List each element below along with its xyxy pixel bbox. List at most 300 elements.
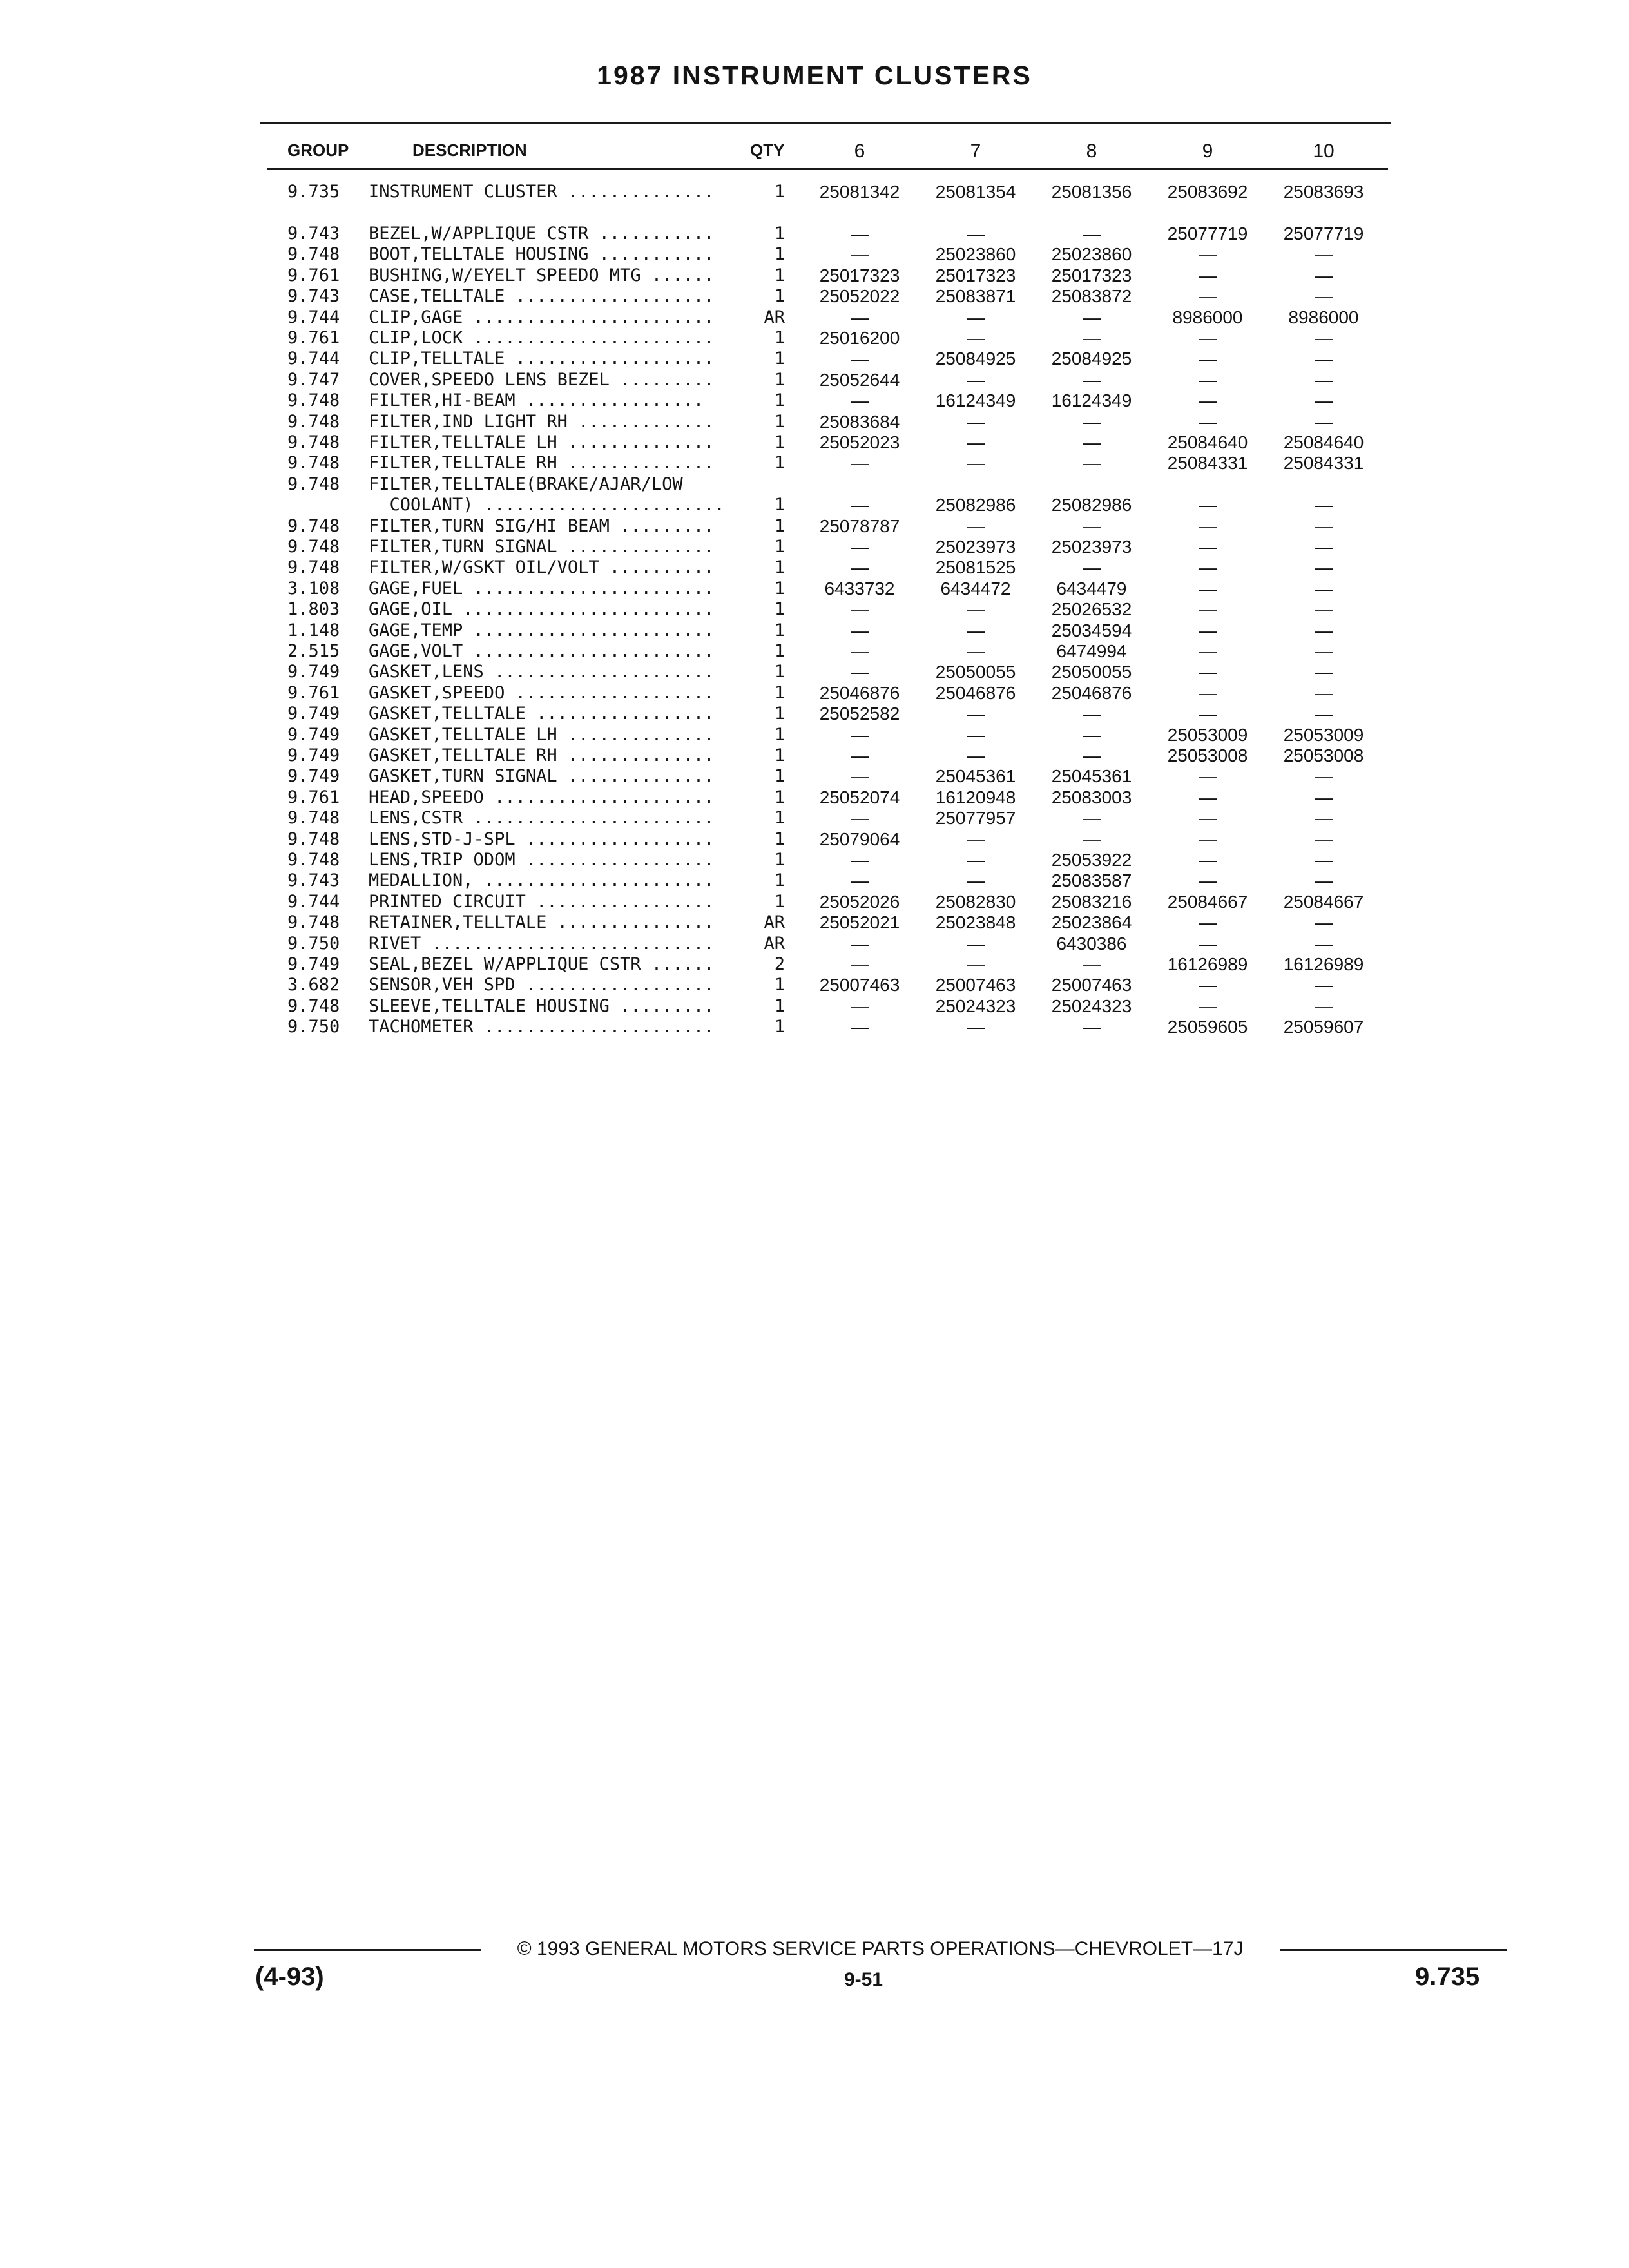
row-col-6: — bbox=[851, 557, 869, 578]
row-col-7: — bbox=[967, 1017, 985, 1037]
row-col-8: 25053922 bbox=[1051, 850, 1132, 870]
row-group: 9.750 bbox=[287, 933, 340, 954]
row-col-6: 25007463 bbox=[819, 975, 900, 995]
footer-rule-right bbox=[1280, 1949, 1507, 1951]
row-col-6: 25046876 bbox=[819, 682, 900, 703]
row-col-6: — bbox=[851, 995, 869, 1016]
row-col-9: — bbox=[1199, 599, 1217, 620]
row-col-10: 8986000 bbox=[1288, 307, 1359, 327]
row-group: 9.749 bbox=[287, 724, 340, 745]
row-col-7: — bbox=[967, 641, 985, 661]
row-group: 9.748 bbox=[287, 244, 340, 265]
row-qty: 1 bbox=[774, 641, 785, 661]
row-col-8: 25017323 bbox=[1051, 265, 1132, 285]
row-col-9: — bbox=[1199, 537, 1217, 557]
row-col-9: — bbox=[1199, 390, 1217, 411]
row-col-9: — bbox=[1199, 787, 1217, 807]
row-col-10: — bbox=[1315, 328, 1333, 348]
header-col-9: 9 bbox=[1202, 140, 1213, 162]
row-col-8: — bbox=[1083, 432, 1101, 452]
row-qty: 1 bbox=[774, 432, 785, 452]
row-description: CASE,TELLTALE ................... bbox=[369, 286, 715, 307]
row-col-7: — bbox=[967, 933, 985, 954]
row-col-10: — bbox=[1315, 286, 1333, 307]
row-col-8: 6474994 bbox=[1056, 641, 1127, 661]
row-col-8: — bbox=[1083, 369, 1101, 390]
row-col-9: 25077719 bbox=[1167, 224, 1248, 244]
row-col-8: — bbox=[1083, 724, 1101, 745]
row-col-7: — bbox=[967, 432, 985, 452]
row-col-6: 25052023 bbox=[819, 432, 900, 452]
row-col-8: — bbox=[1083, 704, 1101, 724]
row-col-10: — bbox=[1315, 850, 1333, 870]
row-qty: AR bbox=[764, 933, 785, 954]
row-col-9: — bbox=[1199, 704, 1217, 724]
row-description: FILTER,W/GSKT OIL/VOLT .......... bbox=[369, 557, 715, 578]
row-qty: 2 bbox=[774, 954, 785, 974]
row-col-8: 6430386 bbox=[1056, 933, 1127, 954]
row-col-9: — bbox=[1199, 328, 1217, 348]
row-col-7: 25083871 bbox=[935, 286, 1016, 307]
row-col-8: — bbox=[1083, 1017, 1101, 1037]
row-col-6: 25017323 bbox=[819, 265, 900, 285]
row-col-8: 6434479 bbox=[1056, 578, 1127, 599]
row-col-9: — bbox=[1199, 870, 1217, 891]
row-col-8: — bbox=[1083, 557, 1101, 578]
row-col-8: 25045361 bbox=[1051, 766, 1132, 787]
row-col-9: — bbox=[1199, 620, 1217, 640]
row-qty: 1 bbox=[774, 745, 785, 765]
row-group: 9.743 bbox=[287, 870, 340, 891]
row-group: 3.108 bbox=[287, 578, 340, 599]
row-group: 9.744 bbox=[287, 349, 340, 369]
row-col-7: — bbox=[967, 224, 985, 244]
row-col-8: 25082986 bbox=[1051, 495, 1132, 515]
row-col-6: — bbox=[851, 453, 869, 474]
row-col-9: 25059605 bbox=[1167, 1017, 1248, 1037]
row-description: INSTRUMENT CLUSTER .............. bbox=[369, 182, 715, 202]
row-col-6: — bbox=[851, 641, 869, 661]
row-col-10: — bbox=[1315, 537, 1333, 557]
row-group: 9.748 bbox=[287, 995, 340, 1016]
row-col-10: — bbox=[1315, 787, 1333, 807]
row-description: GASKET,SPEEDO ................... bbox=[369, 682, 715, 703]
row-col-9: — bbox=[1199, 641, 1217, 661]
row-qty: AR bbox=[764, 912, 785, 933]
row-col-10: 25084331 bbox=[1283, 453, 1364, 474]
row-col-7: 25023973 bbox=[935, 537, 1016, 557]
row-col-7: 25017323 bbox=[935, 265, 1016, 285]
row-col-8: 25034594 bbox=[1051, 620, 1132, 640]
row-col-6: — bbox=[851, 537, 869, 557]
header-group: GROUP bbox=[287, 140, 349, 160]
row-group: 9.748 bbox=[287, 453, 340, 474]
row-col-6: — bbox=[851, 224, 869, 244]
row-col-6: — bbox=[851, 599, 869, 620]
row-qty: 1 bbox=[774, 369, 785, 390]
row-description: GASKET,TELLTALE ................. bbox=[369, 704, 715, 724]
row-col-10: — bbox=[1315, 495, 1333, 515]
row-col-6: — bbox=[851, 724, 869, 745]
row-qty: 1 bbox=[774, 411, 785, 432]
row-description: FILTER,HI-BEAM ................. bbox=[369, 390, 704, 411]
row-description: COVER,SPEEDO LENS BEZEL ......... bbox=[369, 369, 715, 390]
row-qty: 1 bbox=[774, 453, 785, 474]
row-col-10: — bbox=[1315, 829, 1333, 849]
row-col-10: — bbox=[1315, 390, 1333, 411]
row-col-9: 25084640 bbox=[1167, 432, 1248, 452]
row-group: 9.749 bbox=[287, 662, 340, 682]
page-title: 1987 INSTRUMENT CLUSTERS bbox=[597, 61, 1032, 90]
row-col-10: — bbox=[1315, 244, 1333, 265]
row-group: 9.744 bbox=[287, 891, 340, 912]
row-col-8: 25023860 bbox=[1051, 244, 1132, 265]
row-col-10: — bbox=[1315, 599, 1333, 620]
row-qty: 1 bbox=[774, 704, 785, 724]
row-qty: 1 bbox=[774, 891, 785, 912]
row-description: CLIP,LOCK ....................... bbox=[369, 328, 715, 348]
row-col-10: — bbox=[1315, 766, 1333, 787]
row-group: 9.761 bbox=[287, 265, 340, 285]
row-qty: 1 bbox=[774, 495, 785, 515]
row-col-10: — bbox=[1315, 995, 1333, 1016]
row-col-7: — bbox=[967, 850, 985, 870]
row-col-9: — bbox=[1199, 808, 1217, 829]
row-description: SENSOR,VEH SPD .................. bbox=[369, 975, 715, 995]
row-col-9: 25053009 bbox=[1167, 724, 1248, 745]
row-col-8: 25083216 bbox=[1051, 891, 1132, 912]
row-col-7: — bbox=[967, 954, 985, 974]
row-group: 9.735 bbox=[287, 182, 340, 202]
row-group: 9.748 bbox=[287, 850, 340, 870]
row-qty: 1 bbox=[774, 620, 785, 640]
row-description: FILTER,TURN SIGNAL .............. bbox=[369, 537, 715, 557]
row-col-7: 25046876 bbox=[935, 682, 1016, 703]
row-col-6: — bbox=[851, 390, 869, 411]
row-description: GASKET,LENS ..................... bbox=[369, 662, 715, 682]
row-col-8: 25023973 bbox=[1051, 537, 1132, 557]
row-col-7: — bbox=[967, 411, 985, 432]
row-col-10: — bbox=[1315, 870, 1333, 891]
row-col-6: 25083684 bbox=[819, 411, 900, 432]
row-col-7: — bbox=[967, 369, 985, 390]
row-qty: 1 bbox=[774, 1017, 785, 1037]
row-col-7: — bbox=[967, 870, 985, 891]
row-group: 1.803 bbox=[287, 599, 340, 620]
row-col-10: — bbox=[1315, 369, 1333, 390]
row-qty: 1 bbox=[774, 682, 785, 703]
row-group: 9.744 bbox=[287, 307, 340, 327]
row-col-8: 16124349 bbox=[1051, 390, 1132, 411]
row-qty: 1 bbox=[774, 870, 785, 891]
row-col-9: — bbox=[1199, 286, 1217, 307]
row-col-6: 25052022 bbox=[819, 286, 900, 307]
row-group: 3.682 bbox=[287, 975, 340, 995]
row-col-9: — bbox=[1199, 369, 1217, 390]
row-col-9: 8986000 bbox=[1172, 307, 1243, 327]
row-col-10: 16126989 bbox=[1283, 954, 1364, 974]
row-col-7: — bbox=[967, 620, 985, 640]
row-col-9: — bbox=[1199, 766, 1217, 787]
header-qty: QTY bbox=[750, 140, 785, 160]
row-col-10: 25077719 bbox=[1283, 224, 1364, 244]
header-rule bbox=[267, 168, 1388, 170]
row-group: 9.750 bbox=[287, 1017, 340, 1037]
row-group: 9.743 bbox=[287, 286, 340, 307]
footer-date-code: (4-93) bbox=[255, 1963, 324, 1991]
row-col-7: — bbox=[967, 704, 985, 724]
row-col-8: — bbox=[1083, 453, 1101, 474]
row-col-7: — bbox=[967, 745, 985, 765]
row-group: 9.748 bbox=[287, 557, 340, 578]
row-qty: 1 bbox=[774, 224, 785, 244]
row-qty: 1 bbox=[774, 557, 785, 578]
row-col-10: 25053009 bbox=[1283, 724, 1364, 745]
row-description: GASKET,TURN SIGNAL .............. bbox=[369, 766, 715, 787]
row-qty: 1 bbox=[774, 182, 785, 202]
row-description: LENS,CSTR ....................... bbox=[369, 808, 715, 829]
row-description: FILTER,TURN SIG/HI BEAM ......... bbox=[369, 515, 715, 536]
row-col-9: — bbox=[1199, 662, 1217, 682]
row-col-6: — bbox=[851, 870, 869, 891]
row-group: 9.761 bbox=[287, 682, 340, 703]
row-col-9: — bbox=[1199, 912, 1217, 933]
row-group: 9.748 bbox=[287, 474, 340, 494]
row-group: 9.748 bbox=[287, 411, 340, 432]
row-col-6: 25052644 bbox=[819, 369, 900, 390]
row-group: 9.749 bbox=[287, 954, 340, 974]
row-col-6: — bbox=[851, 307, 869, 327]
row-description: CLIP,TELLTALE ................... bbox=[369, 349, 715, 369]
row-description: FILTER,TELLTALE LH .............. bbox=[369, 432, 715, 452]
row-qty: 1 bbox=[774, 662, 785, 682]
row-col-6: — bbox=[851, 766, 869, 787]
row-col-10: 25084667 bbox=[1283, 891, 1364, 912]
row-col-10: — bbox=[1315, 557, 1333, 578]
row-description: GAGE,VOLT ....................... bbox=[369, 641, 715, 661]
row-description: COOLANT) ....................... bbox=[369, 495, 725, 515]
row-description: GAGE,FUEL ....................... bbox=[369, 578, 715, 599]
row-col-7: — bbox=[967, 307, 985, 327]
footer-section: 9.735 bbox=[1415, 1963, 1480, 1991]
row-qty: 1 bbox=[774, 390, 785, 411]
row-group: 9.748 bbox=[287, 432, 340, 452]
row-col-8: 25083003 bbox=[1051, 787, 1132, 807]
row-col-7: 25023848 bbox=[935, 912, 1016, 933]
row-col-8: 25026532 bbox=[1051, 599, 1132, 620]
header-col-7: 7 bbox=[970, 140, 981, 162]
row-description: GASKET,TELLTALE LH .............. bbox=[369, 724, 715, 745]
row-group: 9.747 bbox=[287, 369, 340, 390]
row-col-8: 25084925 bbox=[1051, 349, 1132, 369]
header-col-10: 10 bbox=[1313, 140, 1335, 162]
row-col-7: 25081525 bbox=[935, 557, 1016, 578]
row-description: RETAINER,TELLTALE ............... bbox=[369, 912, 715, 933]
header-col-8: 8 bbox=[1086, 140, 1097, 162]
header-col-6: 6 bbox=[854, 140, 865, 162]
row-col-8: 25024323 bbox=[1051, 995, 1132, 1016]
row-col-10: — bbox=[1315, 912, 1333, 933]
row-description: LENS,STD-J-SPL .................. bbox=[369, 829, 715, 849]
row-col-6: — bbox=[851, 1017, 869, 1037]
row-description: TACHOMETER ...................... bbox=[369, 1017, 715, 1037]
row-col-10: — bbox=[1315, 578, 1333, 599]
row-col-10: — bbox=[1315, 349, 1333, 369]
row-qty: 1 bbox=[774, 829, 785, 849]
row-col-7: — bbox=[967, 328, 985, 348]
row-description: GASKET,TELLTALE RH .............. bbox=[369, 745, 715, 765]
row-col-6: — bbox=[851, 662, 869, 682]
row-col-8: 25007463 bbox=[1051, 975, 1132, 995]
row-col-10: — bbox=[1315, 662, 1333, 682]
top-rule bbox=[260, 122, 1391, 124]
row-qty: 1 bbox=[774, 850, 785, 870]
row-col-10: — bbox=[1315, 808, 1333, 829]
row-col-9: 25083692 bbox=[1167, 182, 1248, 202]
row-col-8: 25023864 bbox=[1051, 912, 1132, 933]
row-col-9: — bbox=[1199, 975, 1217, 995]
row-col-7: 25023860 bbox=[935, 244, 1016, 265]
row-group: 9.748 bbox=[287, 808, 340, 829]
row-col-8: — bbox=[1083, 829, 1101, 849]
row-description: CLIP,GAGE ....................... bbox=[369, 307, 715, 327]
row-group: 9.748 bbox=[287, 390, 340, 411]
row-group: 9.748 bbox=[287, 829, 340, 849]
row-qty: 1 bbox=[774, 787, 785, 807]
row-col-9: — bbox=[1199, 933, 1217, 954]
row-col-7: — bbox=[967, 829, 985, 849]
row-group: 9.761 bbox=[287, 328, 340, 348]
footer-copyright: © 1993 GENERAL MOTORS SERVICE PARTS OPERATIONS—CHEVROLET—17J bbox=[517, 1938, 1244, 1959]
row-col-7: 25045361 bbox=[935, 766, 1016, 787]
row-col-7: — bbox=[967, 515, 985, 536]
row-qty: 1 bbox=[774, 537, 785, 557]
row-col-8: 25083872 bbox=[1051, 286, 1132, 307]
row-col-9: — bbox=[1199, 411, 1217, 432]
row-description: BEZEL,W/APPLIQUE CSTR ........... bbox=[369, 224, 715, 244]
row-col-7: — bbox=[967, 724, 985, 745]
row-col-9: — bbox=[1199, 349, 1217, 369]
row-col-9: — bbox=[1199, 578, 1217, 599]
row-col-9: 25084667 bbox=[1167, 891, 1248, 912]
row-description: SLEEVE,TELLTALE HOUSING ......... bbox=[369, 995, 715, 1016]
row-qty: 1 bbox=[774, 578, 785, 599]
row-col-7: — bbox=[967, 599, 985, 620]
row-col-10: 25083693 bbox=[1283, 182, 1364, 202]
row-col-8: — bbox=[1083, 745, 1101, 765]
row-col-10: — bbox=[1315, 515, 1333, 536]
row-col-9: — bbox=[1199, 829, 1217, 849]
row-col-10: — bbox=[1315, 933, 1333, 954]
row-qty: 1 bbox=[774, 515, 785, 536]
row-group: 2.515 bbox=[287, 641, 340, 661]
row-col-6: 25052026 bbox=[819, 891, 900, 912]
row-description: FILTER,TELLTALE(BRAKE/AJAR/LOW bbox=[369, 474, 683, 494]
row-col-9: 16126989 bbox=[1167, 954, 1248, 974]
row-description: MEDALLION, ...................... bbox=[369, 870, 715, 891]
row-col-6: 25078787 bbox=[819, 515, 900, 536]
row-col-8: — bbox=[1083, 411, 1101, 432]
row-qty: 1 bbox=[774, 724, 785, 745]
row-col-6: — bbox=[851, 495, 869, 515]
row-col-8: 25081356 bbox=[1051, 182, 1132, 202]
row-col-9: — bbox=[1199, 995, 1217, 1016]
row-description: RIVET ........................... bbox=[369, 933, 715, 954]
row-qty: 1 bbox=[774, 244, 785, 265]
row-col-9: — bbox=[1199, 265, 1217, 285]
row-col-7: 16120948 bbox=[935, 787, 1016, 807]
row-col-8: 25083587 bbox=[1051, 870, 1132, 891]
row-col-7: 25077957 bbox=[935, 808, 1016, 829]
row-group: 9.748 bbox=[287, 912, 340, 933]
row-col-7: 25082986 bbox=[935, 495, 1016, 515]
row-col-9: — bbox=[1199, 850, 1217, 870]
row-col-6: 25052582 bbox=[819, 704, 900, 724]
row-qty: 1 bbox=[774, 975, 785, 995]
row-col-7: 25082830 bbox=[935, 891, 1016, 912]
row-description: SEAL,BEZEL W/APPLIQUE CSTR ...... bbox=[369, 954, 715, 974]
row-description: BUSHING,W/EYELT SPEEDO MTG ...... bbox=[369, 265, 715, 285]
row-col-6: — bbox=[851, 808, 869, 829]
row-col-10: — bbox=[1315, 620, 1333, 640]
row-description: BOOT,TELLTALE HOUSING ........... bbox=[369, 244, 715, 265]
row-description: LENS,TRIP ODOM .................. bbox=[369, 850, 715, 870]
row-group: 9.749 bbox=[287, 704, 340, 724]
row-col-7: 25050055 bbox=[935, 662, 1016, 682]
row-col-10: — bbox=[1315, 265, 1333, 285]
row-col-9: — bbox=[1199, 682, 1217, 703]
row-col-7: — bbox=[967, 453, 985, 474]
row-qty: AR bbox=[764, 307, 785, 327]
row-col-10: 25084640 bbox=[1283, 432, 1364, 452]
row-col-10: 25053008 bbox=[1283, 745, 1364, 765]
row-col-9: — bbox=[1199, 515, 1217, 536]
row-description: HEAD,SPEEDO ..................... bbox=[369, 787, 715, 807]
row-col-10: — bbox=[1315, 975, 1333, 995]
row-col-6: — bbox=[851, 745, 869, 765]
row-group: 9.749 bbox=[287, 745, 340, 765]
row-description: PRINTED CIRCUIT ................. bbox=[369, 891, 715, 912]
row-col-9: — bbox=[1199, 557, 1217, 578]
row-col-9: 25053008 bbox=[1167, 745, 1248, 765]
row-qty: 1 bbox=[774, 808, 785, 829]
row-col-6: 25081342 bbox=[819, 182, 900, 202]
row-col-6: 25016200 bbox=[819, 328, 900, 348]
row-col-9: — bbox=[1199, 495, 1217, 515]
row-col-6: 6433732 bbox=[824, 578, 895, 599]
row-col-7: 25007463 bbox=[935, 975, 1016, 995]
row-qty: 1 bbox=[774, 766, 785, 787]
row-col-8: — bbox=[1083, 328, 1101, 348]
row-col-8: — bbox=[1083, 224, 1101, 244]
row-col-10: — bbox=[1315, 704, 1333, 724]
row-col-8: 25046876 bbox=[1051, 682, 1132, 703]
row-group: 9.748 bbox=[287, 515, 340, 536]
row-col-8: — bbox=[1083, 954, 1101, 974]
footer-page-number: 9-51 bbox=[843, 1969, 883, 1990]
row-qty: 1 bbox=[774, 349, 785, 369]
row-col-7: 25081354 bbox=[935, 182, 1016, 202]
row-col-6: — bbox=[851, 933, 869, 954]
row-group: 1.148 bbox=[287, 620, 340, 640]
row-col-10: 25059607 bbox=[1283, 1017, 1364, 1037]
row-group: 9.743 bbox=[287, 224, 340, 244]
row-col-6: — bbox=[851, 620, 869, 640]
row-qty: 1 bbox=[774, 599, 785, 620]
footer-rule-left bbox=[254, 1949, 481, 1951]
row-qty: 1 bbox=[774, 286, 785, 307]
row-qty: 1 bbox=[774, 995, 785, 1016]
